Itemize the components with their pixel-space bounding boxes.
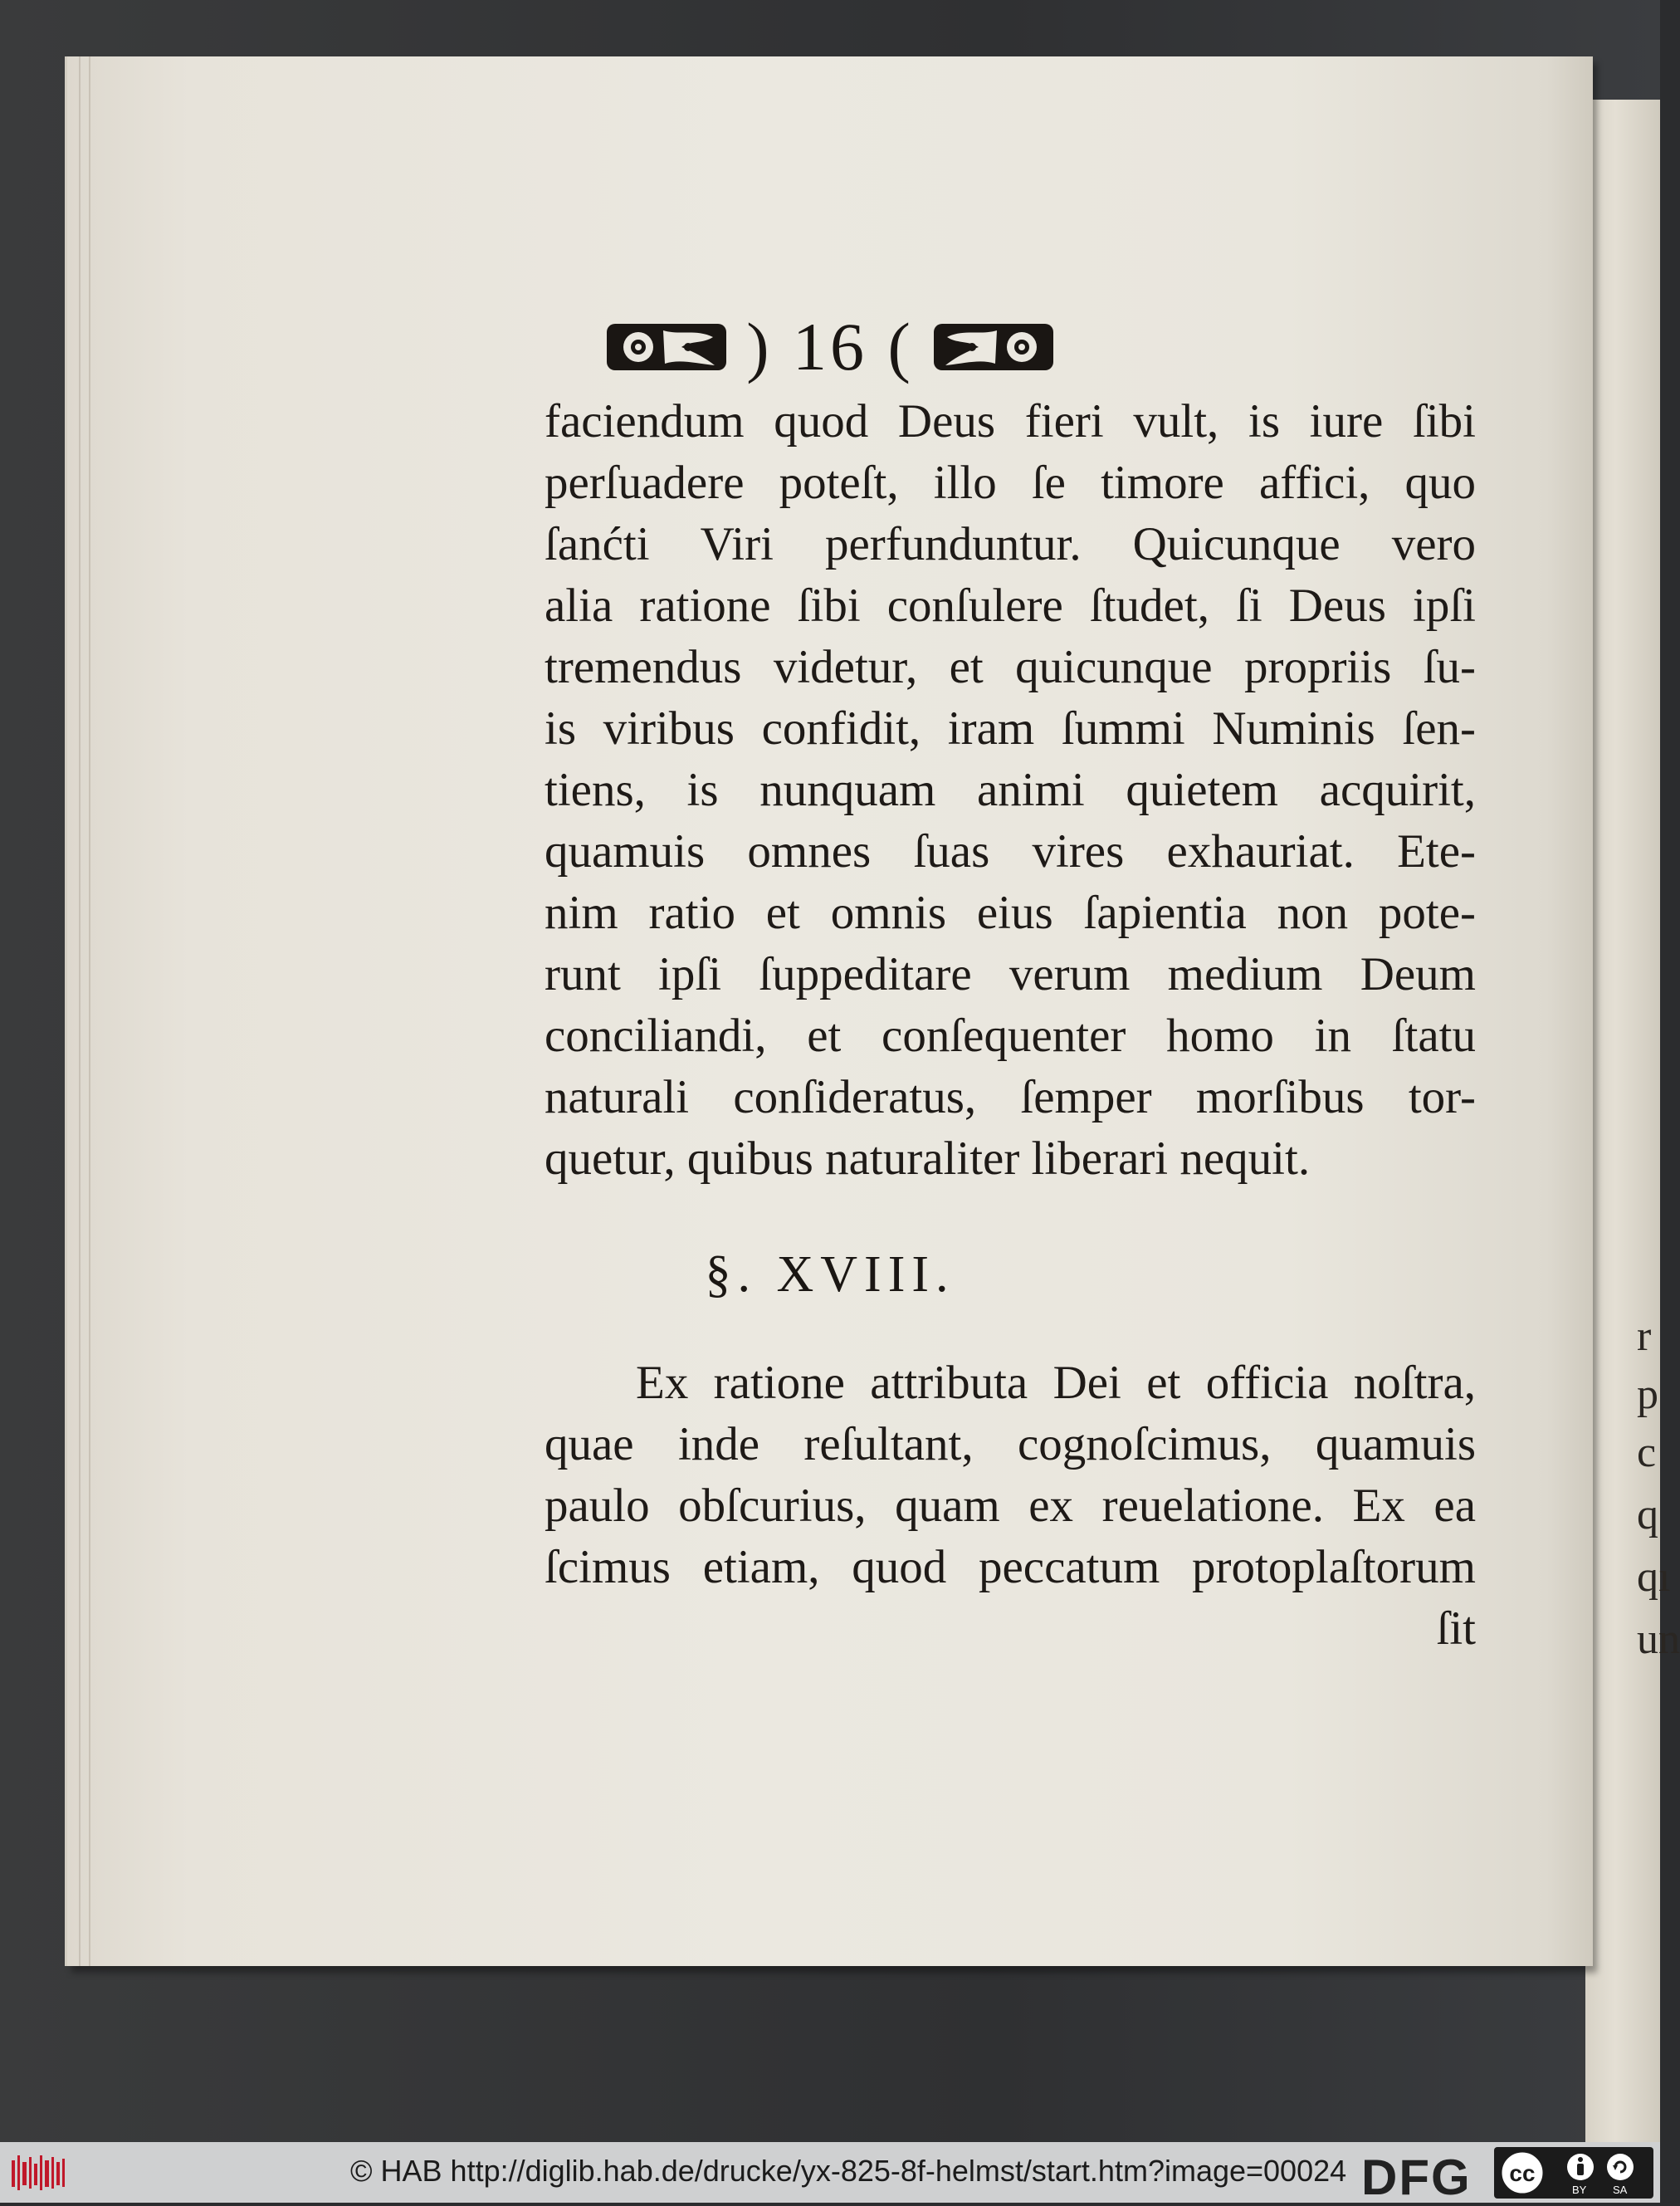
text-line: naturali conſideratus, ſemper morſibus tor- <box>545 1071 1476 1123</box>
adjacent-page-fragment: qı <box>1637 1553 1671 1601</box>
adjacent-page-fragment: q <box>1637 1491 1658 1538</box>
text-line: tremendus videtur, et quicunque propriis ſu- <box>545 641 1476 693</box>
section-heading: §. XVIII. <box>705 1246 955 1303</box>
adjacent-page-fragment: un <box>1637 1616 1680 1663</box>
book-page <box>65 56 1593 1966</box>
running-header <box>67 306 1593 389</box>
by-label: BY <box>1572 2184 1587 2196</box>
page-number: ) 16 ( <box>746 309 914 384</box>
catchword: ſit <box>1436 1602 1476 1655</box>
text-line: ſanćti Viri perfunduntur. Quicunque vero <box>545 518 1476 570</box>
hab-barcode-logo-icon[interactable] <box>10 2152 68 2194</box>
viewer-footer-bar <box>0 2142 1660 2203</box>
sa-label: SA <box>1613 2184 1628 2196</box>
right-flower-ornament-icon <box>932 319 1055 375</box>
text-line: Ex ratione attributa Dei et officia noſtra, <box>636 1357 1476 1409</box>
text-line: conciliandi, et conſequenter homo in ſtatu <box>545 1010 1476 1062</box>
left-flower-ornament-icon <box>605 319 728 375</box>
adjacent-page-fragment: r <box>1637 1313 1652 1360</box>
text-line: perſuadere poteſt, illo ſe timore affici, quo <box>545 457 1476 509</box>
svg-text:cc: cc <box>1509 2160 1536 2186</box>
text-line: faciendum quod Deus fieri vult, is iure ſibi <box>545 395 1476 448</box>
text-line: quae inde reſultant, cognoſcimus, quamuis <box>545 1418 1476 1470</box>
text-line: runt ipſi ſuppeditare verum medium Deum <box>545 948 1476 1000</box>
text-line: quetur, quibus naturaliter liberari nequit. <box>545 1132 1311 1185</box>
text-line: paulo obſcurius, quam ex reuelatione. Ex ea <box>545 1480 1476 1532</box>
text-line: quamuis omnes ſuas vires exhauriat. Ete- <box>545 825 1476 878</box>
text-line: is viribus confidit, iram ſummi Numinis ſen- <box>545 702 1476 755</box>
dfg-logo[interactable]: DFG <box>1361 2150 1472 2205</box>
cc-license-badge[interactable] <box>1494 2147 1653 2199</box>
copyright-link[interactable]: © HAB http://diglib.hab.de/drucke/yx-825-8f-helmst/start.htm?image=00024 <box>350 2154 1347 2188</box>
text-line: ſcimus etiam, quod peccatum protoplaſtorum <box>545 1541 1476 1593</box>
adjacent-page-fragment: c <box>1637 1429 1657 1476</box>
text-line: alia ratione ſibi conſulere ſtudet, ſi Deus ipſi <box>545 580 1476 632</box>
text-line: tiens, is nunquam animi quietem acquirit, <box>545 764 1476 816</box>
text-line: nim ratio et omnis eius ſapientia non pote- <box>545 887 1476 939</box>
adjacent-page-fragment: p <box>1637 1371 1658 1418</box>
